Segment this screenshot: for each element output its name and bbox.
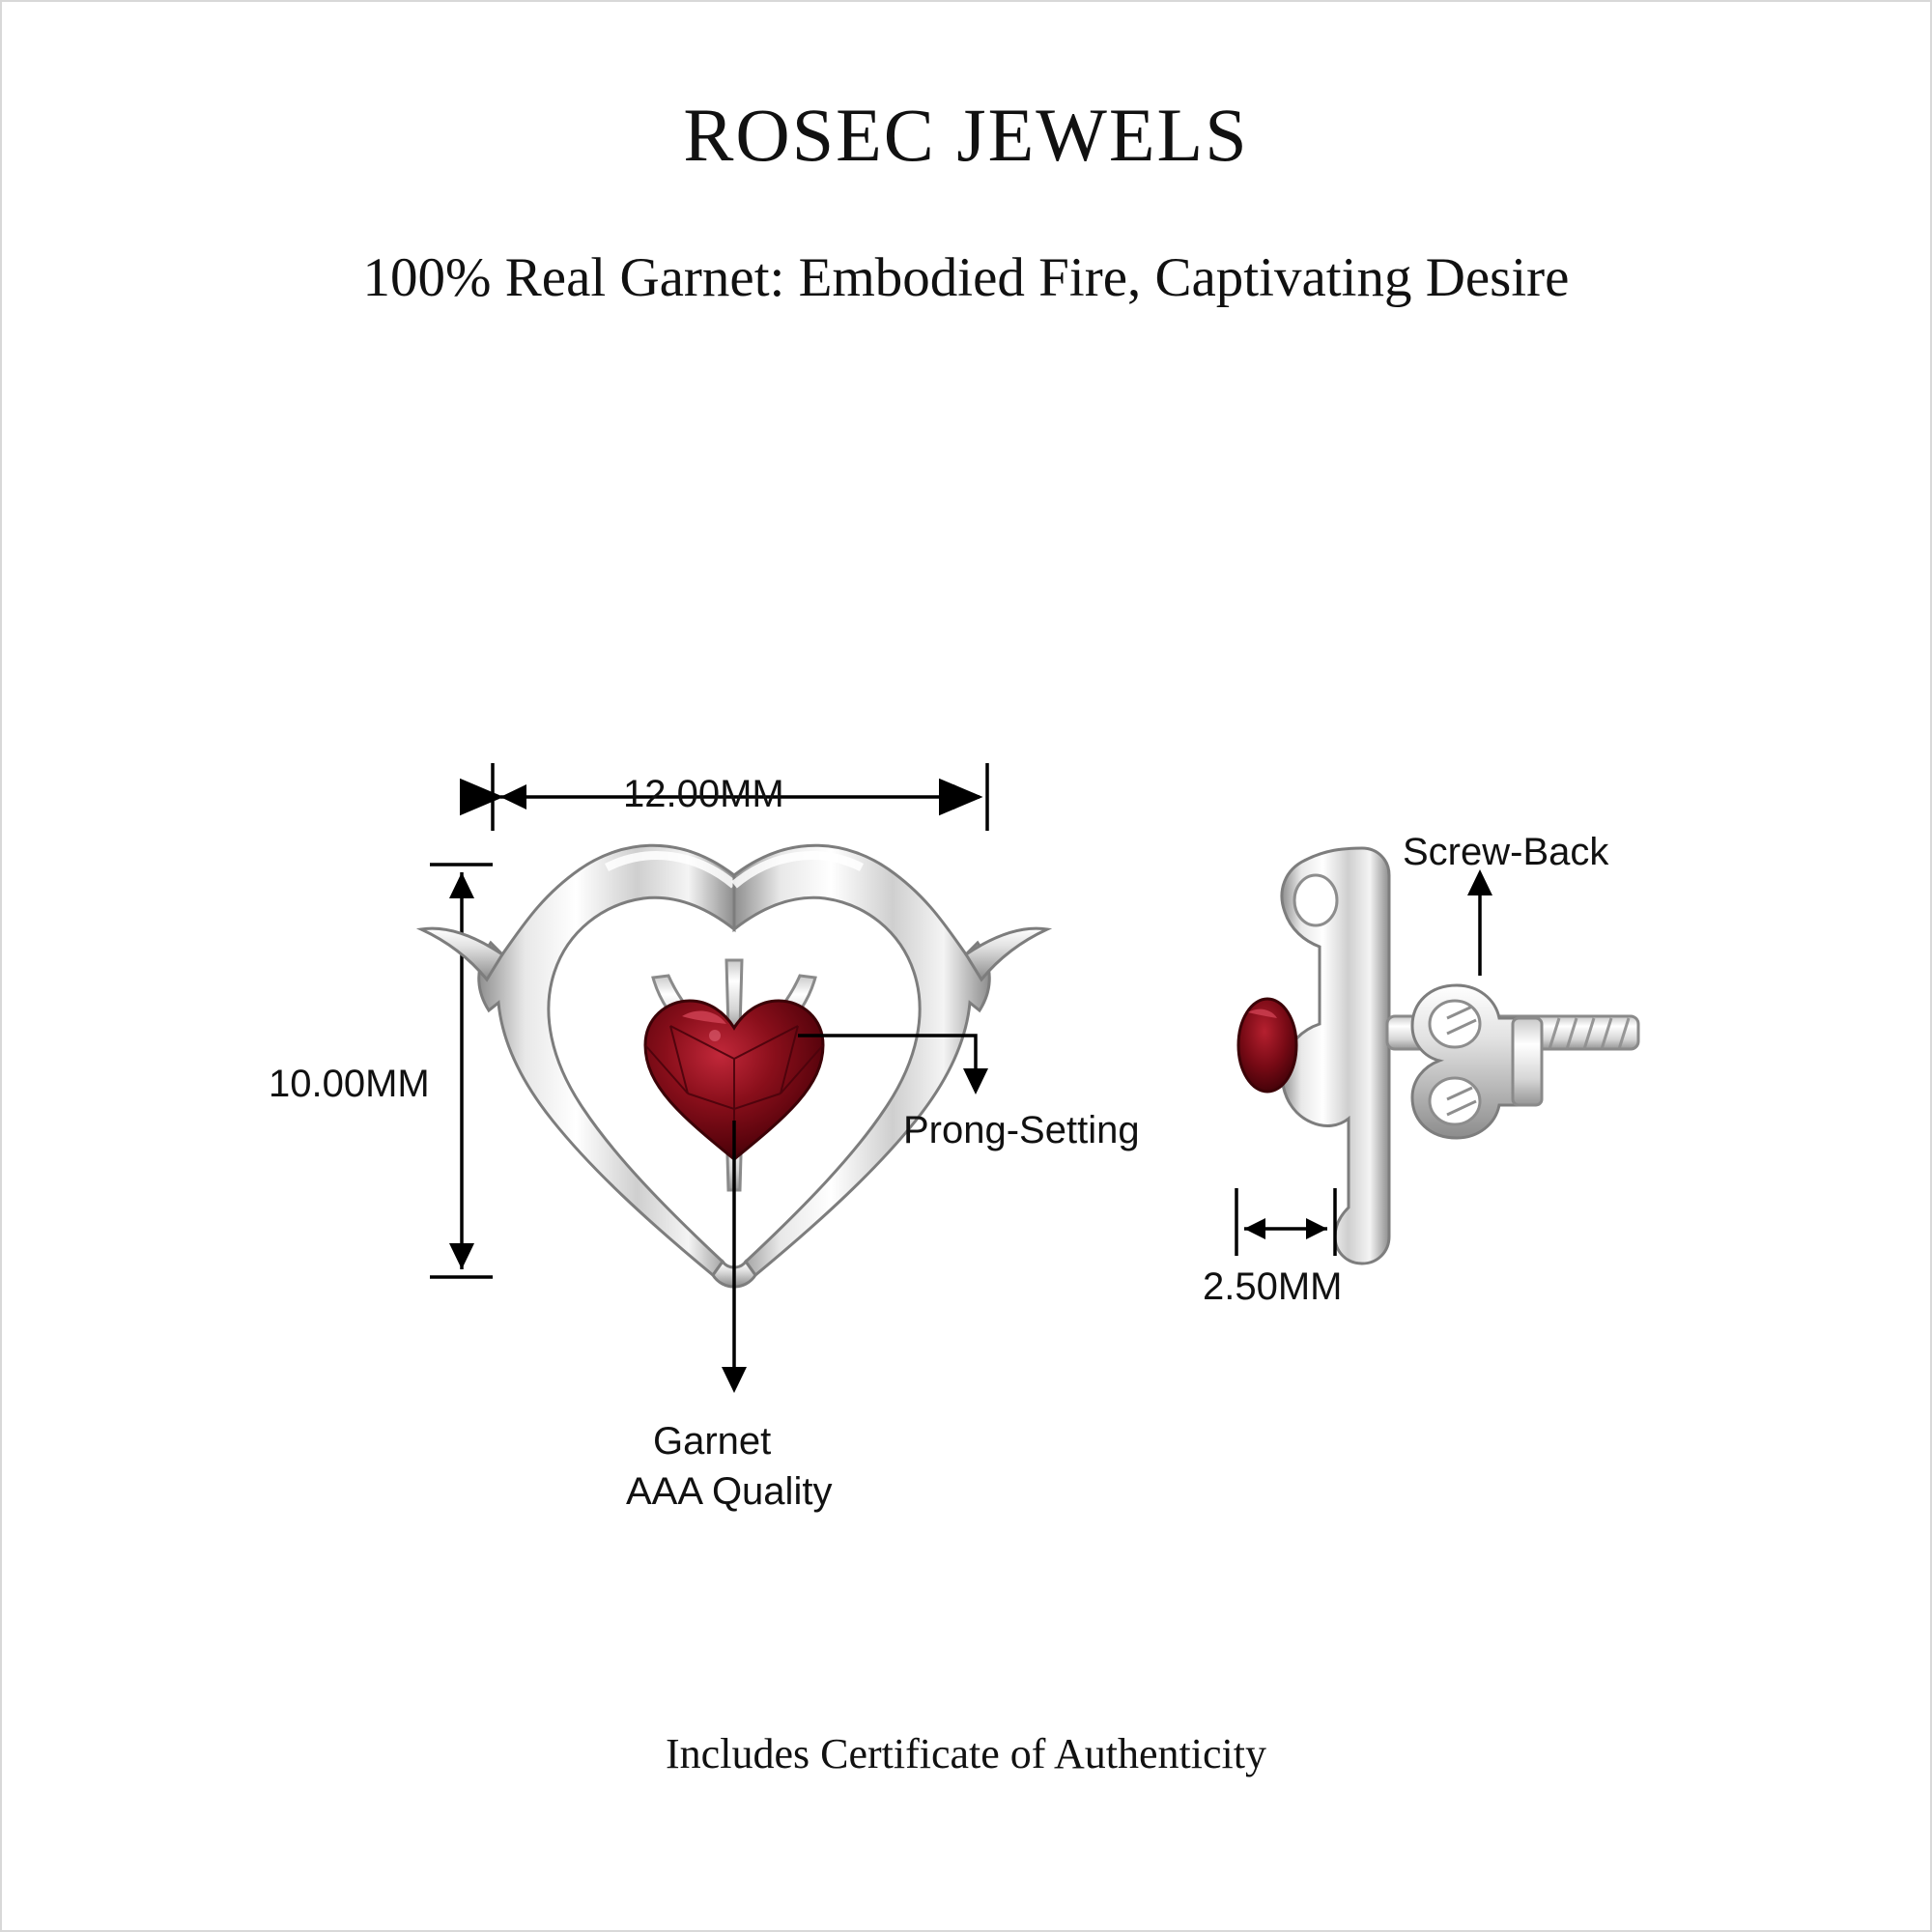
garnet-gemstone-side: [1238, 999, 1296, 1092]
gemstone-label-line2: AAA Quality: [626, 1470, 833, 1513]
garnet-leader-line: [722, 1121, 747, 1393]
screw-back-label: Screw-Back: [1403, 831, 1609, 873]
depth-dimension-line: [1236, 1188, 1335, 1256]
brand-tagline: 100% Real Garnet: Embodied Fire, Captivating Desire: [362, 247, 1570, 308]
screw-back-leader-line: [1467, 869, 1492, 976]
side-view-jewelry: [1236, 848, 1638, 1264]
depth-dimension-label: 2.50MM: [1203, 1265, 1343, 1308]
height-dimension-line: [430, 865, 493, 1277]
screw-back-nut: [1412, 985, 1542, 1138]
width-dimension-label: 12.00MM: [623, 773, 784, 815]
height-dimension-label: 10.00MM: [269, 1063, 430, 1105]
gemstone-label-line1: Garnet: [653, 1420, 772, 1463]
brand-title: ROSEC JEWELS: [683, 93, 1249, 177]
prong-setting-label: Prong-Setting: [903, 1109, 1140, 1151]
certificate-note: Includes Certificate of Authenticity: [666, 1730, 1266, 1777]
